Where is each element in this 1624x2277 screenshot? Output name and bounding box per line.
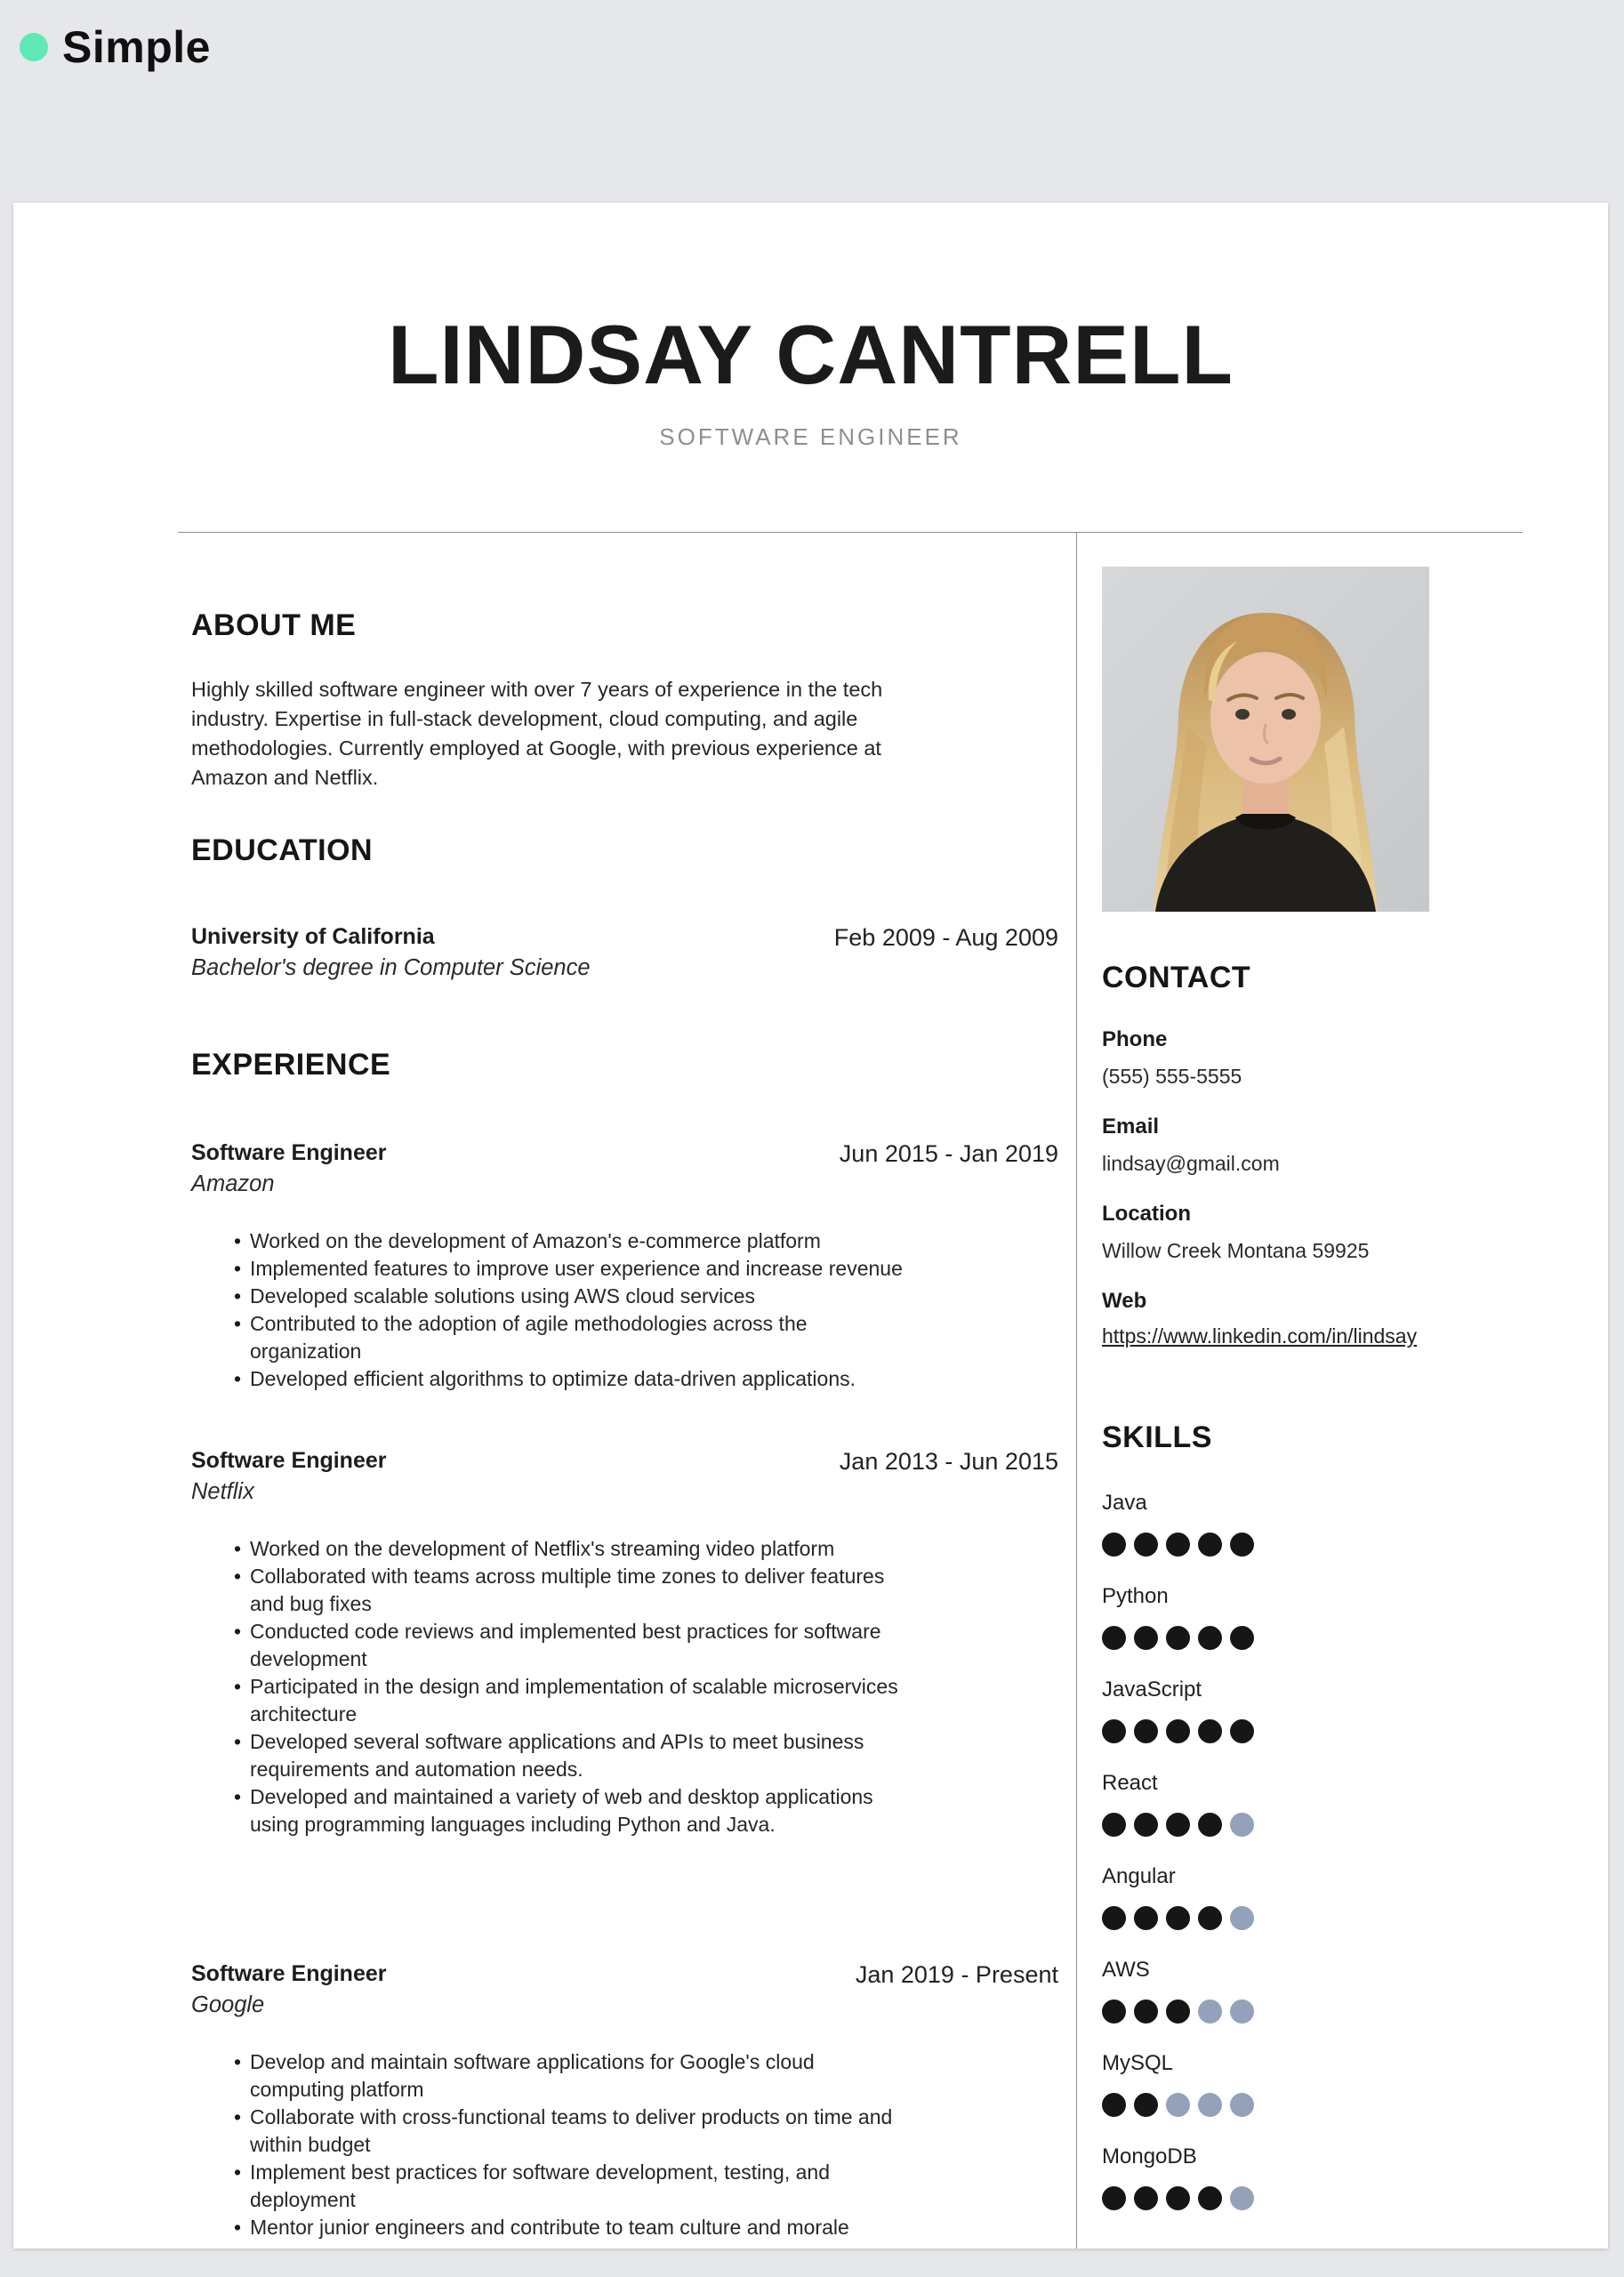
rating-dot-empty bbox=[1230, 2186, 1254, 2210]
rating-dot-empty bbox=[1230, 1906, 1254, 1930]
rating-dot-filled bbox=[1230, 1626, 1254, 1650]
job-bullet: • Worked on the development of Amazon's e-commerce platform bbox=[234, 1227, 903, 1255]
job-title: Software Engineer bbox=[191, 1961, 387, 1986]
rating-dot-filled bbox=[1198, 1533, 1222, 1557]
job-bullet: • Mentor junior engineers and contribute to team culture and morale bbox=[234, 2214, 903, 2241]
job-bullet-list bbox=[191, 1535, 903, 1838]
skill-rating-dots bbox=[1102, 1533, 1523, 1557]
skill-name: Angular bbox=[1102, 1864, 1176, 1888]
job-entry-amazon bbox=[191, 1138, 1058, 1393]
job-bullet: • Collaborated with teams across multiple time zones to deliver features and bug fixes bbox=[234, 1563, 903, 1618]
job-dates: Jan 2013 - Jun 2015 bbox=[839, 1448, 1058, 1475]
skill-name: MySQL bbox=[1102, 2051, 1174, 2075]
rating-dot-filled bbox=[1198, 2186, 1222, 2210]
contact-location-group bbox=[1102, 1201, 1523, 1266]
job-dates: Jun 2015 - Jan 2019 bbox=[839, 1140, 1058, 1167]
rating-dot-filled bbox=[1166, 1813, 1190, 1837]
job-bullet: • Worked on the development of Netflix's streaming video platform bbox=[234, 1535, 903, 1563]
skill-name: JavaScript bbox=[1102, 1678, 1202, 1702]
rating-dot-empty bbox=[1230, 1813, 1254, 1837]
education-dates: Feb 2009 - Aug 2009 bbox=[833, 924, 1058, 951]
rating-dot-filled bbox=[1166, 1719, 1190, 1743]
phone-value: (555) 555-5555 bbox=[1102, 1065, 1242, 1088]
skill-react bbox=[1102, 1770, 1523, 1837]
rating-dot-filled bbox=[1166, 2186, 1190, 2210]
profile-photo bbox=[1102, 567, 1429, 912]
skill-javascript bbox=[1102, 1677, 1523, 1743]
rating-dot-filled bbox=[1134, 2093, 1158, 2117]
profile-photo-illustration bbox=[1102, 567, 1429, 912]
job-header-left bbox=[191, 1445, 387, 1509]
skill-rating-dots bbox=[1102, 1719, 1523, 1743]
skill-mongodb bbox=[1102, 2144, 1523, 2210]
rating-dot-filled bbox=[1102, 2186, 1126, 2210]
rating-dot-empty bbox=[1198, 1999, 1222, 2024]
skills-heading: SKILLS bbox=[1102, 1420, 1212, 1454]
rating-dot-filled bbox=[1102, 1999, 1126, 2024]
contact-email-group bbox=[1102, 1114, 1523, 1179]
skill-name: React bbox=[1102, 1771, 1158, 1795]
job-header bbox=[191, 1138, 1058, 1201]
rating-dot-filled bbox=[1198, 1719, 1222, 1743]
rating-dot-filled bbox=[1198, 1626, 1222, 1650]
skill-rating-dots bbox=[1102, 2093, 1523, 2117]
job-entry-netflix bbox=[191, 1445, 1058, 1838]
job-bullet: • Contributed to the adoption of agile methodologies across the organization bbox=[234, 1310, 903, 1365]
template-name-label: Simple bbox=[62, 22, 211, 72]
job-dates: Jan 2019 - Present bbox=[855, 1961, 1058, 1988]
skill-rating-dots bbox=[1102, 1999, 1523, 2024]
candidate-name: LINDSAY CANTRELL bbox=[388, 308, 1234, 401]
rating-dot-filled bbox=[1198, 1813, 1222, 1837]
rating-dot-filled bbox=[1102, 1626, 1126, 1650]
location-label: Location bbox=[1102, 1202, 1191, 1226]
rating-dot-empty bbox=[1166, 2093, 1190, 2117]
main-column bbox=[178, 533, 1076, 2249]
rating-dot-filled bbox=[1230, 1719, 1254, 1743]
email-value: lindsay@gmail.com bbox=[1102, 1152, 1280, 1175]
rating-dot-filled bbox=[1134, 1533, 1158, 1557]
company-name: Netflix bbox=[191, 1479, 254, 1504]
job-bullet-list bbox=[191, 1227, 903, 1393]
contact-phone-group bbox=[1102, 1026, 1523, 1091]
job-title: Software Engineer bbox=[191, 1448, 387, 1473]
degree-name: Bachelor's degree in Computer Science bbox=[191, 955, 591, 980]
rating-dot-filled bbox=[1102, 1906, 1126, 1930]
company-name: Google bbox=[191, 1992, 265, 2017]
job-bullet: • Developed scalable solutions using AWS cloud services bbox=[234, 1283, 903, 1310]
rating-dot-filled bbox=[1230, 1533, 1254, 1557]
about-text: Highly skilled software engineer with over 7 years of experience in the tech industry. Expertise in full-stack development, cloud computing, and agile methodologies. Currently employed at Google, with previous experience at Amazon and Netflix. bbox=[191, 678, 883, 789]
job-title: Software Engineer bbox=[191, 1140, 387, 1165]
job-bullet: • Implement best practices for software development, testing, and deployment bbox=[234, 2159, 903, 2214]
resume-header bbox=[13, 203, 1608, 532]
brand-dot-icon bbox=[20, 33, 48, 61]
contact-heading: CONTACT bbox=[1102, 961, 1251, 994]
skill-mysql bbox=[1102, 2050, 1523, 2117]
rating-dot-filled bbox=[1102, 1719, 1126, 1743]
skill-rating-dots bbox=[1102, 1626, 1523, 1650]
education-entry bbox=[191, 921, 1058, 985]
rating-dot-filled bbox=[1166, 1906, 1190, 1930]
resume-body bbox=[178, 532, 1523, 2249]
web-label: Web bbox=[1102, 1289, 1147, 1313]
job-bullet: • Conducted code reviews and implemented best practices for software development bbox=[234, 1618, 903, 1673]
job-bullet: • Participated in the design and implementation of scalable microservices architecture bbox=[234, 1673, 903, 1728]
rating-dot-empty bbox=[1230, 2093, 1254, 2117]
skill-python bbox=[1102, 1583, 1523, 1650]
skill-rating-dots bbox=[1102, 1813, 1523, 1837]
skill-name: MongoDB bbox=[1102, 2144, 1197, 2168]
resume-page bbox=[13, 203, 1608, 2249]
rating-dot-filled bbox=[1134, 1626, 1158, 1650]
rating-dot-filled bbox=[1134, 1813, 1158, 1837]
job-bullet: • Collaborate with cross-functional teams to deliver products on time and within budget bbox=[234, 2104, 903, 2159]
rating-dot-filled bbox=[1134, 2186, 1158, 2210]
rating-dot-filled bbox=[1166, 1999, 1190, 2024]
job-bullet: • Developed and maintained a variety of web and desktop applications using programming languages including Python and Java. bbox=[234, 1783, 903, 1838]
rating-dot-filled bbox=[1166, 1626, 1190, 1650]
job-header-left bbox=[191, 1138, 387, 1201]
skill-java bbox=[1102, 1490, 1523, 1557]
email-label: Email bbox=[1102, 1114, 1160, 1138]
job-bullet: • Developed efficient algorithms to optimize data-driven applications. bbox=[234, 1365, 903, 1393]
skill-aws bbox=[1102, 1957, 1523, 2024]
rating-dot-filled bbox=[1134, 1719, 1158, 1743]
job-entry-google bbox=[191, 1959, 1058, 2241]
skill-rating-dots bbox=[1102, 2186, 1523, 2210]
template-header-strip bbox=[0, 0, 1624, 203]
rating-dot-filled bbox=[1198, 1906, 1222, 1930]
company-name: Amazon bbox=[191, 1171, 275, 1196]
skill-name: Python bbox=[1102, 1584, 1169, 1608]
job-bullet: • Implemented features to improve user experience and increase revenue bbox=[234, 1255, 903, 1283]
linkedin-link[interactable]: https://www.linkedin.com/in/lindsay bbox=[1102, 1324, 1418, 1348]
rating-dot-filled bbox=[1102, 1813, 1126, 1837]
template-brand bbox=[20, 21, 211, 73]
rating-dot-filled bbox=[1134, 1906, 1158, 1930]
rating-dot-filled bbox=[1134, 1999, 1158, 2024]
job-bullet: • Develop and maintain software applications for Google's cloud computing platform bbox=[234, 2048, 903, 2104]
rating-dot-filled bbox=[1102, 1533, 1126, 1557]
skill-angular bbox=[1102, 1863, 1523, 1930]
education-heading: EDUCATION bbox=[191, 833, 374, 867]
experience-heading: EXPERIENCE bbox=[191, 1048, 391, 1082]
job-header-left bbox=[191, 1959, 387, 2022]
education-entry-left bbox=[191, 921, 591, 985]
rating-dot-filled bbox=[1102, 2093, 1126, 2117]
sidebar-column bbox=[1076, 533, 1523, 2249]
about-heading: ABOUT ME bbox=[191, 608, 357, 642]
job-header bbox=[191, 1959, 1058, 2022]
skill-name: AWS bbox=[1102, 1958, 1150, 1982]
job-bullet: • Developed several software applications and APIs to meet business requirements and automation needs. bbox=[234, 1728, 903, 1783]
job-bullet-list bbox=[191, 2048, 903, 2241]
phone-label: Phone bbox=[1102, 1027, 1168, 1051]
skill-name: Java bbox=[1102, 1491, 1147, 1515]
school-name: University of California bbox=[191, 924, 435, 949]
job-header bbox=[191, 1445, 1058, 1509]
candidate-job-title: SOFTWARE ENGINEER bbox=[659, 422, 962, 450]
location-value: Willow Creek Montana 59925 bbox=[1102, 1239, 1370, 1262]
contact-web-group bbox=[1102, 1288, 1523, 1351]
rating-dot-empty bbox=[1198, 2093, 1222, 2117]
skill-rating-dots bbox=[1102, 1906, 1523, 1930]
rating-dot-filled bbox=[1166, 1533, 1190, 1557]
rating-dot-empty bbox=[1230, 1999, 1254, 2024]
